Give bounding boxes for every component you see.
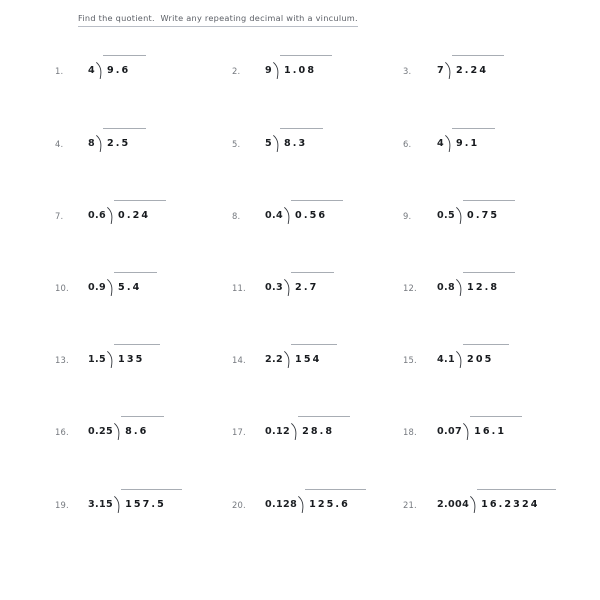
- problem-number: 15.: [403, 355, 417, 365]
- dividend-area: [463, 272, 515, 296]
- dividend: 9.6: [107, 65, 131, 76]
- problem-number: 13.: [55, 355, 69, 365]
- dividend-area: [452, 128, 495, 152]
- dividend: 2.7: [295, 282, 319, 293]
- division-problem: [0, 483, 600, 513]
- problem-number: 2.: [232, 66, 241, 76]
- divisor: 0.6: [88, 210, 107, 221]
- problem-number: 4.: [55, 139, 64, 149]
- divisor: 1.5: [88, 354, 107, 365]
- problem-number: 9.: [403, 211, 412, 221]
- division-bracket-stroke-icon: [445, 62, 452, 79]
- dividend: 0.24: [118, 210, 151, 221]
- dividend-area: [470, 416, 522, 440]
- problem-number: 14.: [232, 355, 246, 365]
- dividend-area: [463, 344, 509, 368]
- division-overbar: [463, 200, 515, 201]
- long-division-bracket: [469, 489, 555, 513]
- worksheet-instructions: Find the quotient. Write any repeating decimal with a vinculum.: [78, 13, 358, 27]
- dividend: 2.24: [456, 65, 489, 76]
- divisor: 2.004: [437, 499, 470, 510]
- division-problem: [0, 122, 600, 152]
- long-division-expression: [437, 128, 495, 152]
- dividend: 8.6: [125, 426, 149, 437]
- problem-number: 17.: [232, 427, 246, 437]
- division-bracket-stroke-icon: [456, 279, 463, 296]
- division-overbar: [477, 489, 555, 490]
- long-division-bracket: [444, 128, 495, 152]
- dividend: 16.2324: [481, 499, 540, 510]
- divisor: 0.8: [437, 282, 456, 293]
- dividend: 0.56: [295, 210, 328, 221]
- division-problem: [0, 266, 600, 296]
- divisor: 4: [88, 65, 96, 76]
- problem-number: 3.: [403, 66, 412, 76]
- division-bracket-stroke-icon: [456, 351, 463, 368]
- problem-number: 5.: [232, 139, 241, 149]
- divisor: 4.1: [437, 354, 456, 365]
- divisor: 9: [265, 65, 273, 76]
- dividend: 1.08: [284, 65, 317, 76]
- problem-number: 7.: [55, 211, 64, 221]
- problem-number: 6.: [403, 139, 412, 149]
- divisor: 3.15: [88, 499, 114, 510]
- problem-number: 10.: [55, 283, 69, 293]
- divisor: 7: [437, 65, 445, 76]
- division-problem: [0, 194, 600, 224]
- long-division-expression: [437, 489, 556, 513]
- long-division-bracket: [455, 344, 509, 368]
- long-division-expression: [437, 416, 522, 440]
- dividend: 8.3: [284, 138, 308, 149]
- long-division-bracket: [462, 416, 522, 440]
- dividend: 157.5: [125, 499, 166, 510]
- long-division-bracket: [455, 272, 515, 296]
- dividend: 9.1: [456, 138, 480, 149]
- dividend: 5.4: [118, 282, 142, 293]
- divisor: 0.128: [265, 499, 298, 510]
- dividend: 2.5: [107, 138, 131, 149]
- dividend: 28.8: [302, 426, 335, 437]
- dividend: 16.1: [474, 426, 507, 437]
- problem-number: 20.: [232, 500, 246, 510]
- divisor: 0.4: [265, 210, 284, 221]
- dividend: 205: [467, 354, 494, 365]
- dividend-area: [477, 489, 555, 513]
- dividend: 135: [118, 354, 145, 365]
- dividend: 12.8: [467, 282, 500, 293]
- long-division-bracket: [444, 55, 504, 79]
- problem-number: 21.: [403, 500, 417, 510]
- divisor: 0.9: [88, 282, 107, 293]
- division-overbar: [452, 128, 495, 129]
- divisor: 8: [88, 138, 96, 149]
- division-overbar: [452, 55, 504, 56]
- dividend: 0.75: [467, 210, 500, 221]
- problem-number: 12.: [403, 283, 417, 293]
- dividend: 154: [295, 354, 322, 365]
- long-division-bracket: [455, 200, 515, 224]
- division-bracket-stroke-icon: [456, 207, 463, 224]
- divisor: 0.3: [265, 282, 284, 293]
- divisor: 0.25: [88, 426, 114, 437]
- dividend-area: [463, 200, 515, 224]
- division-bracket-stroke-icon: [470, 496, 477, 513]
- division-overbar: [463, 272, 515, 273]
- divisor: 2.2: [265, 354, 284, 365]
- division-problem: [0, 410, 600, 440]
- divisor: 5: [265, 138, 273, 149]
- division-problem: [0, 49, 600, 79]
- dividend-area: [452, 55, 504, 79]
- division-bracket-stroke-icon: [445, 135, 452, 152]
- problem-number: 1.: [55, 66, 64, 76]
- problem-number: 19.: [55, 500, 69, 510]
- divisor: 0.07: [437, 426, 463, 437]
- division-bracket-stroke-icon: [463, 423, 470, 440]
- long-division-expression: [437, 55, 504, 79]
- long-division-expression: [437, 272, 515, 296]
- problem-number: 16.: [55, 427, 69, 437]
- long-division-expression: [437, 344, 509, 368]
- divisor: 4: [437, 138, 445, 149]
- problem-number: 8.: [232, 211, 241, 221]
- division-overbar: [470, 416, 522, 417]
- division-problem: [0, 338, 600, 368]
- problem-number: 11.: [232, 283, 246, 293]
- problem-number: 18.: [403, 427, 417, 437]
- divisor: 0.12: [265, 426, 291, 437]
- dividend: 125.6: [309, 499, 350, 510]
- divisor: 0.5: [437, 210, 456, 221]
- long-division-expression: [437, 200, 515, 224]
- division-overbar: [463, 344, 509, 345]
